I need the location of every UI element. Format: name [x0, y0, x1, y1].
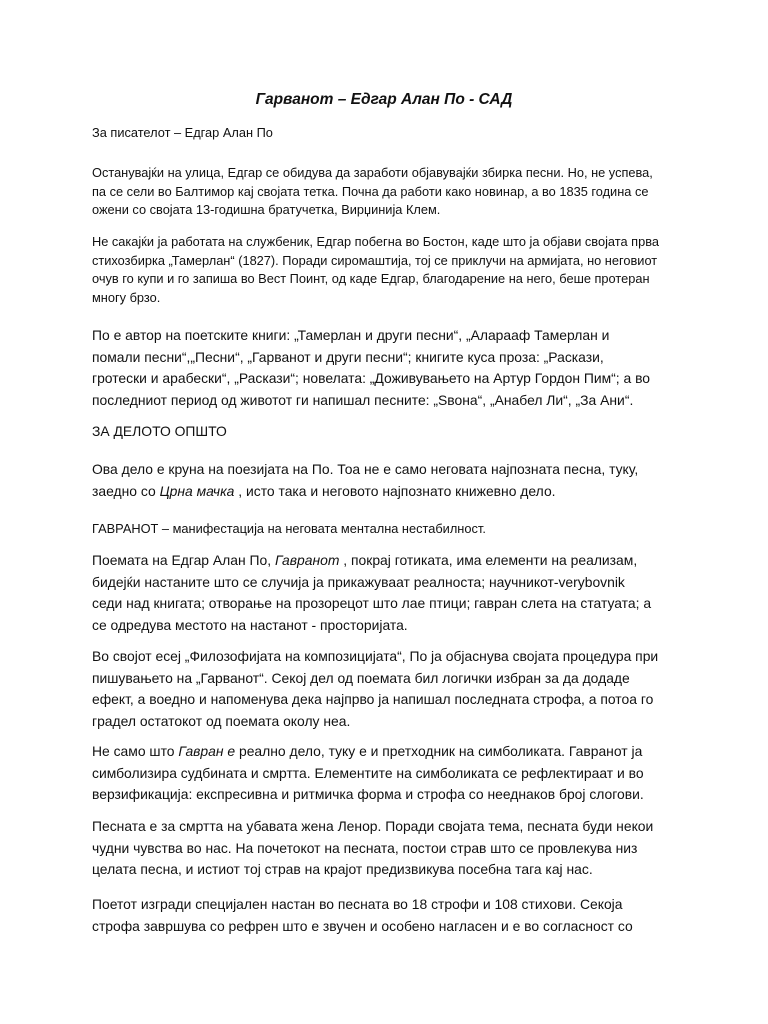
paragraph-line: чудни чувства во нас. На почетокот на песната, постои страв што се провлекува низ	[92, 839, 638, 856]
text-run: реално дело, туку е и претходник на симболиката. Гавранот ја	[235, 743, 643, 759]
paragraph-overview	[92, 459, 692, 502]
paragraph-line: верзификацијa: експресивна и ритмичка форма и строфа со нееднаков број слогови.	[92, 786, 644, 802]
italic-title: Гавран е	[178, 743, 236, 759]
paragraph-line: стихозбирка „Тамерлан“ (1827). Поради сиромаштија, тој се приклучи на армијата, но неговиот	[92, 252, 658, 268]
paragraph-line	[92, 481, 692, 503]
paragraph-line: пишувањето на „Гарванот“. Секој дел од поемата бил логички избран за да додаде	[92, 669, 630, 686]
paragraph-line: Во својот есеј „Филозофијата на композицијата“, По ја објаснува својата процедура при	[92, 648, 659, 664]
text-run: , покрај готиката, има елементи на реализам,	[339, 552, 638, 568]
paragraph-line: ефект, а воедно и напоменува дека најпрво ја напишал последната строфа, а потоа го	[92, 691, 654, 707]
paragraph-line: седи над книгата; отворање на прозорецот што лае птици; гавран слета на статуата; а	[92, 595, 652, 611]
paragraph-line: Не сакајќи ја работата на службеник, Едгар побегна во Бостон, каде што ја објави својата прва	[92, 234, 659, 249]
paragraph-composition	[92, 646, 692, 732]
text-run: Не само што	[92, 743, 179, 759]
paragraph-line	[92, 741, 692, 763]
paragraph-line: се одредува местото на настанот - просторијата.	[92, 616, 408, 633]
paragraph-line: помали песни“,„Песни“, „Гарванот и други песни“; книгите куса проза: „Раскази,	[92, 348, 604, 365]
text-run: Поемата на Едгар Алан По,	[92, 552, 275, 568]
paragraph-biography-2	[92, 233, 692, 307]
paragraph-line: последниот период од животот ги напишал песните: „Ѕвона“, „Анабел Ли“, „За Ани“.	[92, 391, 634, 408]
paragraph-instability: ГАВРАНОТ – манифестација на неговата ментална нестабилност.	[92, 521, 486, 536]
document-title: Гарванот – Едгар Алан По - САД	[255, 91, 513, 108]
paragraph-symbolism	[92, 741, 692, 806]
paragraph-line: гротески и арабески“, „Раскази“; новелата: „Доживувањето на Артур Гордон Пим“; а во	[92, 370, 651, 386]
paragraph-line: градел остатокот од поемата околу неа.	[92, 712, 351, 729]
paragraph-lenore	[92, 816, 692, 881]
paragraph-line: Песната е за смртта на убавата жена Ленор. Поради својата тема, песната буди некои	[92, 818, 654, 834]
italic-title: Црна мачка	[159, 482, 235, 499]
paragraph-realism	[92, 550, 692, 636]
section-heading: ЗА ДЕЛОТО ОПШТО	[92, 423, 227, 439]
paragraph-line: очув го купи и го запиша во Вест Поинт, од каде Едгар, благодарение на него, беше протеран	[92, 271, 650, 286]
paragraph-line: Останувајќи на улица, Едгар се обидува да заработи објавувајќи збирка песни. Но, не успева,	[92, 165, 653, 180]
paragraph-line: бидејќи настаните што се случија ја прикажуваат реалноста; научникот-verуbovnik	[92, 573, 625, 590]
paragraph-line: строфа завршува со рефрен што е звучен и особено нагласен и е во согласност со	[92, 917, 633, 934]
paragraph-works	[92, 325, 692, 411]
paragraph-line: По е автор на поетските книги: „Тамерлан и други песни“, „Алараaф Тамерлан и	[92, 327, 610, 343]
author-heading: За писателот – Едгар Алан По	[92, 125, 273, 140]
paragraph-structure	[92, 894, 692, 937]
paragraph-line: па се сели во Балтимор кај својата тетка. Почна да работи како новинар, а во 1835 година се	[92, 183, 649, 199]
paragraph-line: многу брзо.	[92, 289, 161, 305]
text-run: , исто така и неговото најпознато книжевно дело.	[234, 482, 556, 499]
text-run: заедно со	[92, 482, 160, 499]
paragraph-line: Ова дело е круна на поезијата на По. Тоа не е само неговата најпозната песна, туку,	[92, 461, 639, 477]
paragraph-line: Поетот изгради специјален настан во песната во 18 строфи и 108 стихови. Секоја	[92, 896, 623, 912]
paragraph-line: ожени со својата 13-годишна братучетка, Вирџинија Клем.	[92, 202, 441, 217]
italic-title: Гавранот	[274, 552, 340, 568]
paragraph-line: симболизира судбината и смртта. Елементите на симболиката се рефлектираат и во	[92, 764, 644, 781]
paragraph-line: целата песна, и истиот тој страв на крајот предизвикува посебна тага кај нас.	[92, 861, 593, 877]
paragraph-biography-1	[92, 164, 692, 220]
paragraph-line	[92, 550, 692, 572]
